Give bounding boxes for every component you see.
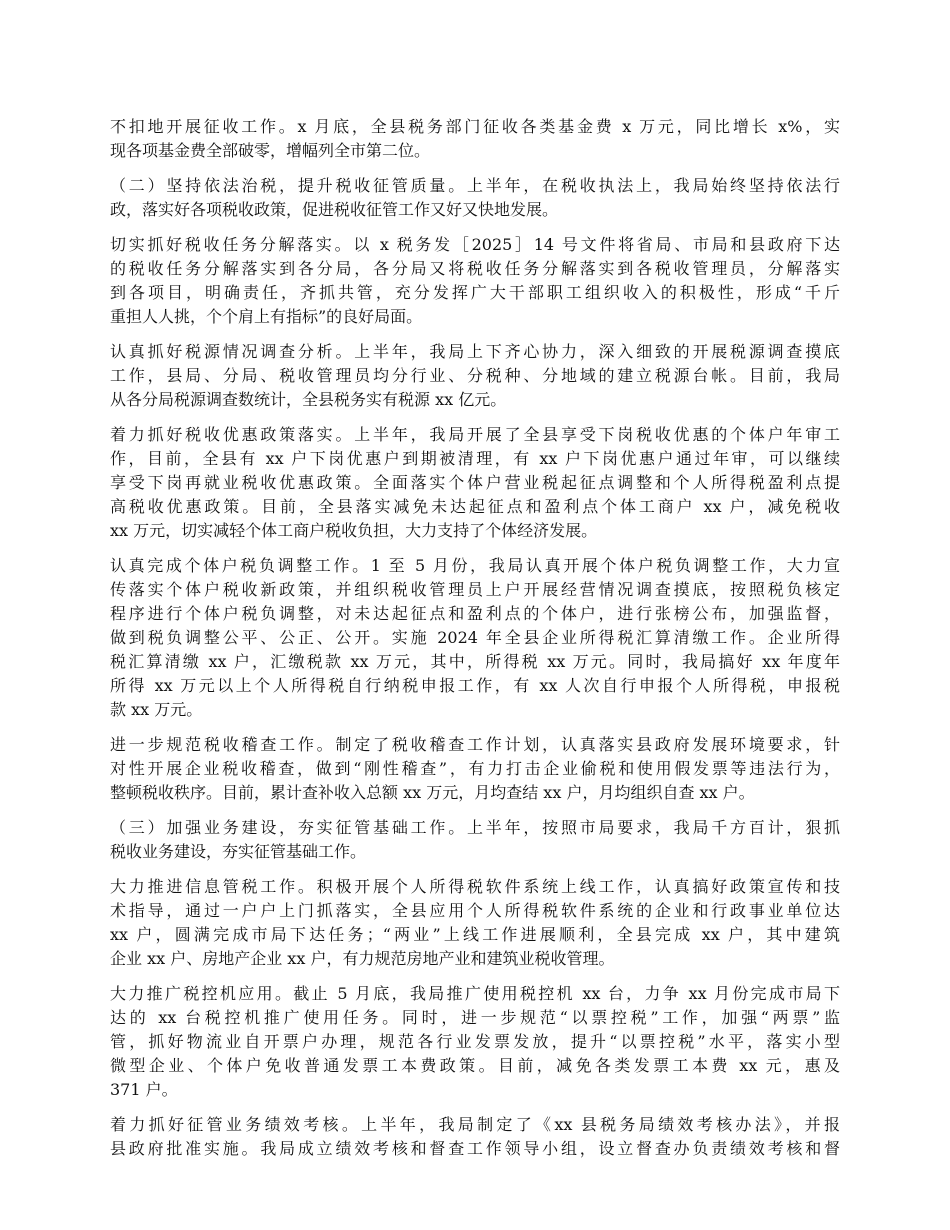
text-line: 从各分局税源调查数统计，全县税务实有税源 xx 亿元。 [110,390,507,409]
text-line: 重担人人挑，个个肩上有指标”的良好局面。 [110,307,423,326]
text-line: 切实抓好税收任务分解落实。以 x 税务发［2025］14 号文件将省局、市局和县政府下达 [110,235,840,254]
text-line: 大力推广税控机应用。截止 5 月底，我局推广使用税控机 xx 台，力争 xx 月份完成市局下 [110,984,840,1003]
text-line: 高税收优惠政策。目前，全县落实减免未达起征点和盈利点个体工商户 xx 户，减免税收 [110,497,840,516]
text-line: 371 户。 [110,1080,178,1099]
text-line: 认真完成个体户税负调整工作。1 至 5 月份，我局认真开展个体户税负调整工作，大力宣 [110,556,840,575]
text-line: 认真抓好税源情况调查分析。上半年，我局上下齐心协力，深入细致的开展税源调查摸底 [110,342,840,361]
text-line: 企业 xx 户、房地产企业 xx 户，有力规范房地产业和建筑业税收管理。 [110,949,615,968]
text-line: 微型企业、个体户免收普通发票工本费政策。目前，减免各类发票工本费 xx 元，惠及 [110,1056,840,1075]
text-line: 传落实个体户税收新政策，并组织税收管理员上户开展经营情况调查摸底，按照税负核定 [110,580,840,599]
paragraph [110,174,840,222]
paragraph [110,115,840,163]
text-line: 对性开展企业税收稽查，做到“刚性稽查”，有力打击企业偷税和使用假发票等违法行为， [110,759,840,778]
text-line: 现各项基金费全部破零，增幅列全市第二位。 [110,141,431,160]
text-line: 整顿税收秩序。目前，累计查补收入总额 xx 万元，月均查结 xx 户，月均组织自查 xx 户。 [110,783,755,802]
text-line: 的税收任务分解落实到各分局，各分局又将税收任务分解落实到各税收管理员，分解落实 [110,259,840,278]
text-line: 税收业务建设，夯实征管基础工作。 [110,842,367,861]
paragraph [110,982,840,1102]
paragraph [110,733,840,805]
text-line: 款 xx 万元。 [110,700,203,719]
text-line: （二）坚持依法治税，提升税收征管质量。上半年，在税收执法上，我局始终坚持依法行 [110,176,840,195]
text-line: 达的 xx 台税控机推广使用任务。同时，进一步规范“以票控税”工作，加强“两票”监 [110,1008,840,1027]
text-line: 到各项目，明确责任，齐抓共管，充分发挥广大干部职工组织收入的积极性，形成“千斤 [110,283,840,302]
text-line: 税汇算清缴 xx 户，汇缴税款 xx 万元，其中，所得税 xx 万元。同时，我局搞好 xx 年度年 [110,652,840,671]
text-line: 不扣地开展征收工作。x 月底，全县税务部门征收各类基金费 x 万元，同比增长 x%，实 [110,117,840,136]
paragraph [110,816,840,864]
text-line: xx 万元，切实减轻个体工商户税收负担，大力支持了个体经济发展。 [110,521,598,540]
document-body [110,115,840,1172]
paragraph [110,875,840,971]
text-line: xx 户，圆满完成市局下达任务；“两业”上线工作进展顺利，全县完成 xx 户，其中建筑 [110,925,840,944]
text-line: 工作，县局、分局、税收管理员均分行业、分税种、分地域的建立税源台帐。目前，我局 [110,366,840,385]
text-line: 政，落实好各项税收政策，促进税收征管工作又好又快地发展。 [110,200,559,219]
text-line: 管，抓好物流业自开票户办理，规范各行业发票发放，提升“以票控税”水平，落实小型 [110,1032,840,1051]
text-line: 所得 xx 万元以上个人所得税自行纳税申报工作，有 xx 人次自行申报个人所得税，申报税 [110,676,840,695]
text-line: 术指导，通过一户户上门抓落实，全县应用个人所得税软件系统的企业和行政事业单位达 [110,901,840,920]
text-line: 做到税负调整公平、公正、公开。实施 2024 年全县企业所得税汇算清缴工作。企业所得 [110,628,840,647]
text-line: 程序进行个体户税负调整，对未达起征点和盈利点的个体户，进行张榜公布，加强监督， [110,604,840,623]
paragraph [110,423,840,543]
text-line: 着力抓好征管业务绩效考核。上半年，我局制定了《xx 县税务局绩效考核办法》，并报 [110,1115,840,1134]
paragraph [110,233,840,329]
text-line: 县政府批准实施。我局成立绩效考核和督查工作领导小组，设立督查办负责绩效考核和督 [110,1139,840,1158]
paragraph [110,340,840,412]
text-line: （三）加强业务建设，夯实征管基础工作。上半年，按照市局要求，我局千方百计，狠抓 [110,818,840,837]
text-line: 享受下岗再就业税收优惠政策。全面落实个体户营业税起征点调整和个人所得税盈利点提 [110,473,840,492]
paragraph [110,554,840,722]
text-line: 着力抓好税收优惠政策落实。上半年，我局开展了全县享受下岗税收优惠的个体户年审工 [110,425,840,444]
text-line: 进一步规范税收稽查工作。制定了税收稽查工作计划，认真落实县政府发展环境要求，针 [110,735,840,754]
text-line: 作，目前，全县有 xx 户下岗优惠户到期被清理，有 xx 户下岗优惠户通过年审，可以继续 [110,449,840,468]
text-line: 大力推进信息管税工作。积极开展个人所得税软件系统上线工作，认真搞好政策宣传和技 [110,877,840,896]
paragraph [110,1113,840,1161]
